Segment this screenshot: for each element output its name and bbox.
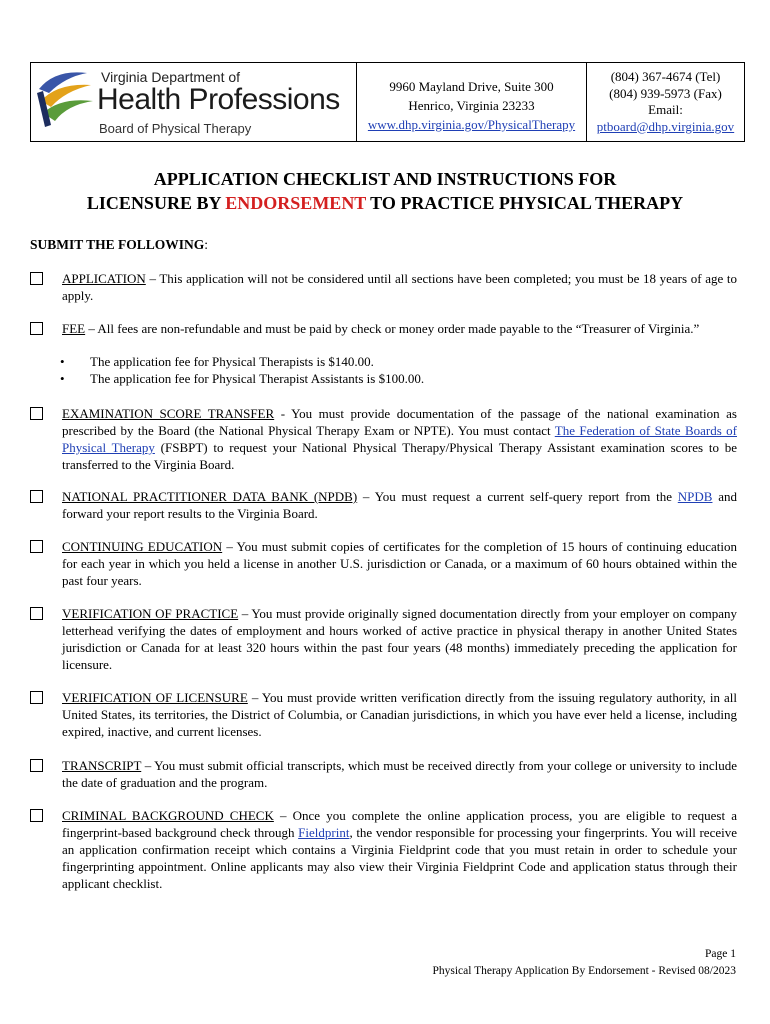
letterhead: [30, 62, 745, 142]
checkbox[interactable]: [30, 540, 43, 553]
phone-tel: (804) 367-4674 (Tel): [610, 69, 721, 84]
item-text: EXAMINATION SCORE TRANSFER - You must provide documentation of the passage of the national examination as prescribed by the Board (the National Physical Therapy Exam or NPTE). You must contact The Federation of State Boards of Physical Therapy (FSBPT) to request your National Physical Therapy/Physical Therapy Assistant examination scores to be transferred to the Virginia Board.: [62, 406, 737, 472]
fsbpt-link[interactable]: The Federation of State Boards of Physical Therapy: [62, 423, 737, 455]
fee-bullets: [60, 353, 424, 387]
item-text: VERIFICATION OF LICENSURE – You must provide written verification directly from the issuing regulatory authority, in all United States, its territories, the District of Columbia, or Canadian jurisdictions, in which you have ever held a license, including expired, inactive, and current licenses.: [62, 690, 738, 739]
checkbox[interactable]: [30, 691, 43, 704]
logo-line3: Board of Physical Therapy: [99, 121, 252, 136]
item-text: CONTINUING EDUCATION – You must submit copies of certificates for the completion of 15 hours of continuing education for each year in which you held a license in another U.S. jurisdiction or Canada, or a maximum of 60 hours obtained within the past four years.: [62, 539, 737, 588]
item-text: CRIMINAL BACKGROUND CHECK – Once you complete the online application process, you are eligible to request a fingerprint-based background check through Fieldprint, the vendor responsible for processing your fingerprints. You will receive an application confirmation receipt which contains a Virginia Fieldprint code that you must retain in order to schedule your fingerprinting appointment. Online applicants may also view their Virginia Fieldprint Code and application status through their applicant checklist.: [62, 808, 737, 891]
checkbox[interactable]: [30, 407, 43, 420]
checkbox[interactable]: [30, 272, 43, 285]
title-line1: APPLICATION CHECKLIST AND INSTRUCTIONS FOR: [153, 169, 617, 189]
contact-block: [587, 63, 744, 141]
website-link[interactable]: www.dhp.virginia.gov/PhysicalTherapy: [367, 117, 576, 132]
title-highlight: ENDORSEMENT: [225, 193, 366, 213]
item-text: APPLICATION – This application will not be considered until all sections have been completed; you must be 18 years of age to apply.: [62, 271, 737, 303]
page-number: Page 1: [705, 948, 736, 960]
address-line2: Henrico, Virginia 23233: [408, 98, 535, 113]
fieldprint-link[interactable]: Fieldprint: [298, 825, 350, 840]
phone-fax: (804) 939-5973 (Fax): [609, 85, 722, 101]
logo-line1: Virginia Department of: [101, 69, 241, 85]
dhp-logo-icon: [35, 67, 97, 139]
page-title: [0, 167, 770, 215]
revision-note: Physical Therapy Application By Endorsement - Revised 08/2023: [432, 965, 736, 977]
address-block: [357, 63, 587, 141]
item-text: FEE – All fees are non-refundable and must be paid by check or money order made payable to the “Treasurer of Virginia.”: [62, 321, 700, 336]
submit-heading: SUBMIT THE FOLLOWING:: [30, 237, 209, 252]
list-item: • The application fee for Physical Therapist Assistants is $100.00.: [60, 370, 424, 387]
page-footer: [432, 946, 736, 980]
email-label: Email:: [648, 102, 683, 117]
address-line1: 9960 Mayland Drive, Suite 300: [389, 79, 554, 94]
item-text: NATIONAL PRACTITIONER DATA BANK (NPDB) – You must request a current self-query report from the NPDB and forward your report results to the Virginia Board.: [62, 489, 737, 521]
list-item: • The application fee for Physical Therapists is $140.00.: [60, 353, 424, 370]
logo-block: [31, 63, 357, 141]
npdb-link[interactable]: NPDB: [677, 489, 713, 504]
checkbox[interactable]: [30, 607, 43, 620]
checkbox[interactable]: [30, 322, 43, 335]
email-link[interactable]: ptboard@dhp.virginia.gov: [596, 118, 735, 134]
item-text: TRANSCRIPT – You must submit official transcripts, which must be received directly from your college or university to include the date of graduation and the program.: [62, 758, 737, 790]
logo-line2: Health Professions: [97, 83, 340, 116]
title-line2-pre: LICENSURE BY: [86, 193, 226, 213]
checkbox[interactable]: [30, 809, 43, 822]
title-line2-post: TO PRACTICE PHYSICAL THERAPY: [366, 193, 684, 213]
checkbox[interactable]: [30, 490, 43, 503]
checkbox[interactable]: [30, 759, 43, 772]
item-text: VERIFICATION OF PRACTICE – You must provide originally signed documentation directly from your employer on company letterhead verifying the dates of employment and hours worked of active practice in physical therapy in another United States jurisdiction or Canada for at least 320 hours within the past four years (48 months) immediately preceding the application for licensure.: [62, 606, 737, 672]
